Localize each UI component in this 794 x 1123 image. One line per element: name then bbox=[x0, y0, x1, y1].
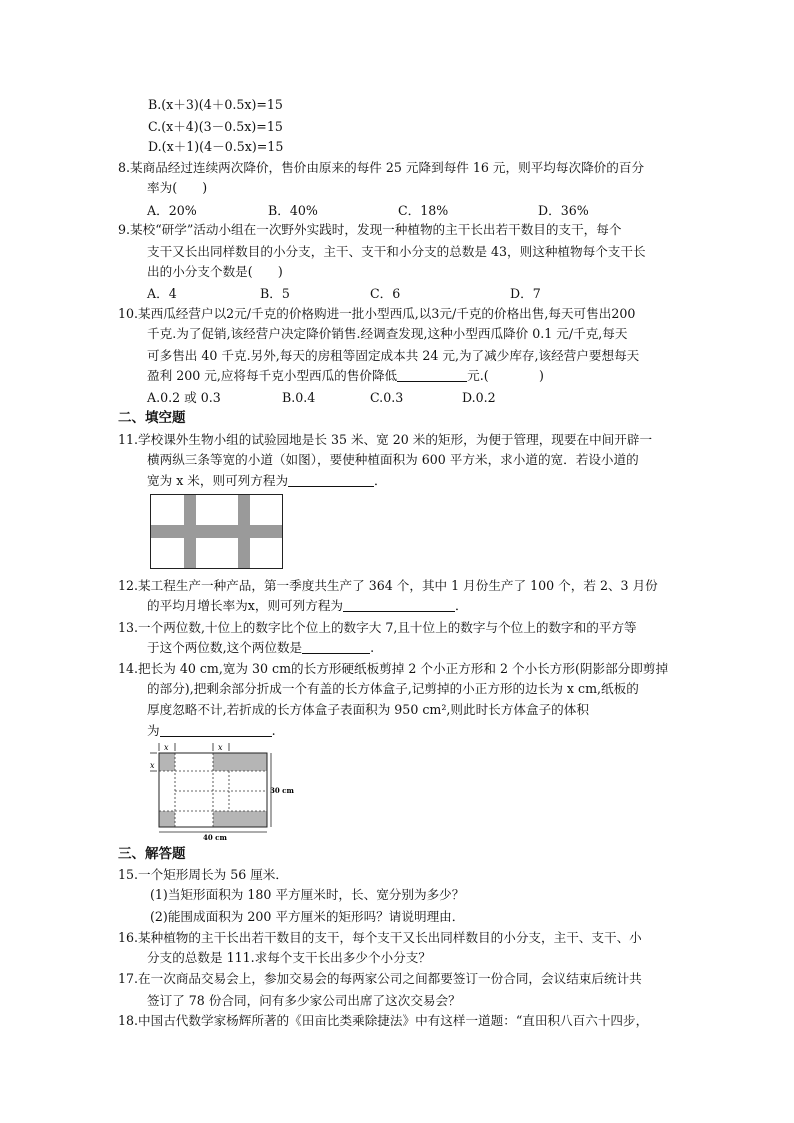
q10-stem-line2: 千克.为了促销,该经营户决定降价销售.经调查发现,这种小型西瓜降价 0.1 元/千克,每天 bbox=[147, 326, 628, 341]
q14-stem-line4 bbox=[147, 721, 276, 741]
width-label: 40 cm bbox=[203, 833, 227, 842]
q9-option-d: D．7 bbox=[510, 286, 541, 301]
q8-option-d: D．36% bbox=[538, 203, 589, 218]
q13-stem-line2-end: . bbox=[370, 640, 375, 655]
q10-option-c: C.0.3 bbox=[370, 390, 404, 405]
q10-stem-line3: 可多售出 40 千克.另外,每天的房租等固定成本共 24 元,为了减少库存,该经营户要想每天 bbox=[147, 348, 640, 363]
q15-sub1: (1)当矩形面积为 180 平方厘米时，长、宽分别为多少？ bbox=[150, 887, 465, 902]
q10-stem-line4-end: 元.( ) bbox=[467, 368, 544, 383]
q7-option-d: D.(x＋1)(4－0.5x)=15 bbox=[148, 139, 284, 154]
q14-stem-line3: 厚度忽略不计,若折成的长方体盒子表面积为 950 cm²,则此时长方体盒子的体积 bbox=[147, 702, 589, 717]
q8-stem-line2: 率为( ) bbox=[147, 180, 208, 195]
q10-stem-line4-text: 盈利 200 元,应将每千克小型西瓜的售价降低 bbox=[147, 368, 398, 383]
horizontal-path bbox=[151, 525, 283, 538]
q9-option-a: A．4 bbox=[147, 286, 177, 301]
section-heading-solve: 三、解答题 bbox=[118, 846, 186, 862]
q11-stem-line3 bbox=[147, 471, 387, 491]
q14-stem-line4-text: 为 bbox=[147, 723, 160, 738]
q9-stem-line1: 9.某校“研学”活动小组在一次野外实践时，发现一种植物的主干长出若干数目的支干，每个 bbox=[118, 222, 622, 237]
cardboard-figure bbox=[146, 740, 306, 842]
q9-option-c: C．6 bbox=[370, 286, 401, 301]
q13-stem-line1: 13.一个两位数,十位上的数字比个位上的数字大 7,且十位上的数字与个位上的数字和的平方等 bbox=[118, 620, 637, 635]
q12-answer-blank[interactable] bbox=[343, 597, 455, 612]
q8-stem-line1: 8.某商品经过连续两次降价，售价由原来的每件 25 元降到每件 16 元，则平均每次降价的百分 bbox=[118, 160, 645, 175]
q10-option-b: B.0.4 bbox=[282, 390, 316, 405]
q9-stem-line2: 支干又长出同样数目的小分支，主干、支干和小分支的总数是 43，则这种植物每个支干长 bbox=[147, 244, 646, 259]
q13-answer-blank[interactable] bbox=[302, 639, 370, 654]
q9-stem-line3: 出的小分支个数是( ) bbox=[147, 264, 283, 279]
q13-stem-line2 bbox=[147, 638, 374, 658]
x-label-top-left: x bbox=[164, 743, 169, 752]
q12-stem-line1: 12.某工程生产一种产品，第一季度共生产了 364 个，其中 1 月份生产了 100 个，若 2、3 月份 bbox=[118, 578, 658, 593]
q7-option-b: B.(x＋3)(4＋0.5x)=15 bbox=[148, 97, 283, 112]
q12-stem-line2-text: 的平均月增长率为x，则可列方程为 bbox=[147, 598, 344, 613]
q11-stem-line3-end: ． bbox=[374, 473, 387, 488]
q15-stem: 15.一个矩形周长为 56 厘米． bbox=[118, 867, 288, 882]
q8-option-b: B．40% bbox=[268, 203, 318, 218]
x-label-left: x bbox=[150, 761, 155, 770]
section-heading-fill-in: 二、填空题 bbox=[118, 410, 186, 426]
q12-stem-line2-end: ． bbox=[455, 598, 468, 613]
q10-stem-line4 bbox=[147, 366, 544, 386]
q16-stem-line2: 分支的总数是 111.求每个支干长出多少个小分支？ bbox=[147, 950, 431, 965]
q14-stem-line1: 14.把长为 40 cm,宽为 30 cm的长方形硬纸板剪掉 2 个小正方形和 2 个小长方形(阴影部分即剪掉 bbox=[118, 661, 669, 676]
q17-stem-line1: 17.在一次商品交易会上，参加交易会的每两家公司之间都要签订一份合同，会议结束后统计共 bbox=[118, 971, 642, 986]
q9-option-b: B．5 bbox=[260, 286, 290, 301]
height-label: 30 cm bbox=[270, 786, 294, 795]
q16-stem-line1: 16.某种植物的主干长出若干数目的支干，每个支干又长出同样数目的小分支，主干、支干、小 bbox=[118, 930, 642, 945]
q8-option-c: C．18% bbox=[398, 203, 449, 218]
q10-answer-blank[interactable] bbox=[397, 367, 467, 382]
q10-option-a: A.0.2 或 0.3 bbox=[147, 390, 221, 405]
q10-stem-line1: 10.某西瓜经营户以2元/千克的价格购进一批小型西瓜,以3元/千克的价格出售,每天可售出200 bbox=[118, 306, 636, 321]
cut-rect-bottom-right bbox=[213, 811, 267, 827]
cut-square-top-left bbox=[159, 753, 175, 771]
vertical-path-right bbox=[238, 495, 250, 569]
q12-stem-line2 bbox=[147, 596, 468, 616]
cut-square-bottom-left bbox=[159, 811, 175, 827]
q11-stem-line3-text: 宽为 x 米，则可列方程为 bbox=[147, 473, 289, 488]
cut-rect-top-right bbox=[213, 753, 267, 771]
q14-stem-line2: 的部分),把剩余部分折成一个有盖的长方体盒子,记剪掉的小正方形的边长为 x cm,纸板的 bbox=[147, 681, 639, 696]
garden-path-figure bbox=[150, 494, 284, 570]
q7-option-c: C.(x＋4)(3－0.5x)=15 bbox=[148, 119, 283, 134]
q8-option-a: A．20% bbox=[147, 203, 197, 218]
q13-stem-line2-text: 于这个两位数,这个两位数是 bbox=[147, 640, 303, 655]
q11-stem-line2: 横两纵三条等宽的小道（如图），要使种植面积为 600 平方米，求小道的宽．若设小道的 bbox=[147, 452, 639, 467]
q11-stem-line1: 11.学校课外生物小组的试验园地是长 35 米、宽 20 米的矩形，为便于管理，现要在中间开辟一 bbox=[118, 432, 653, 447]
q17-stem-line2: 签订了 78 份合同，问有多少家公司出席了这次交易会？ bbox=[147, 993, 461, 1008]
q15-sub2: (2)能围成面积为 200 平方厘米的矩形吗？请说明理由． bbox=[150, 909, 465, 924]
q11-answer-blank[interactable] bbox=[288, 472, 374, 487]
q14-answer-blank[interactable] bbox=[160, 722, 272, 737]
q14-stem-line4-end: . bbox=[271, 723, 276, 738]
x-label-top-right: x bbox=[218, 743, 223, 752]
q10-option-d: D.0.2 bbox=[462, 390, 496, 405]
q18-stem-line1: 18.中国古代数学家杨辉所著的《田亩比类乘除捷法》中有这样一道题：“直田积八百六十四步， bbox=[118, 1013, 649, 1028]
vertical-path-left bbox=[184, 495, 196, 569]
